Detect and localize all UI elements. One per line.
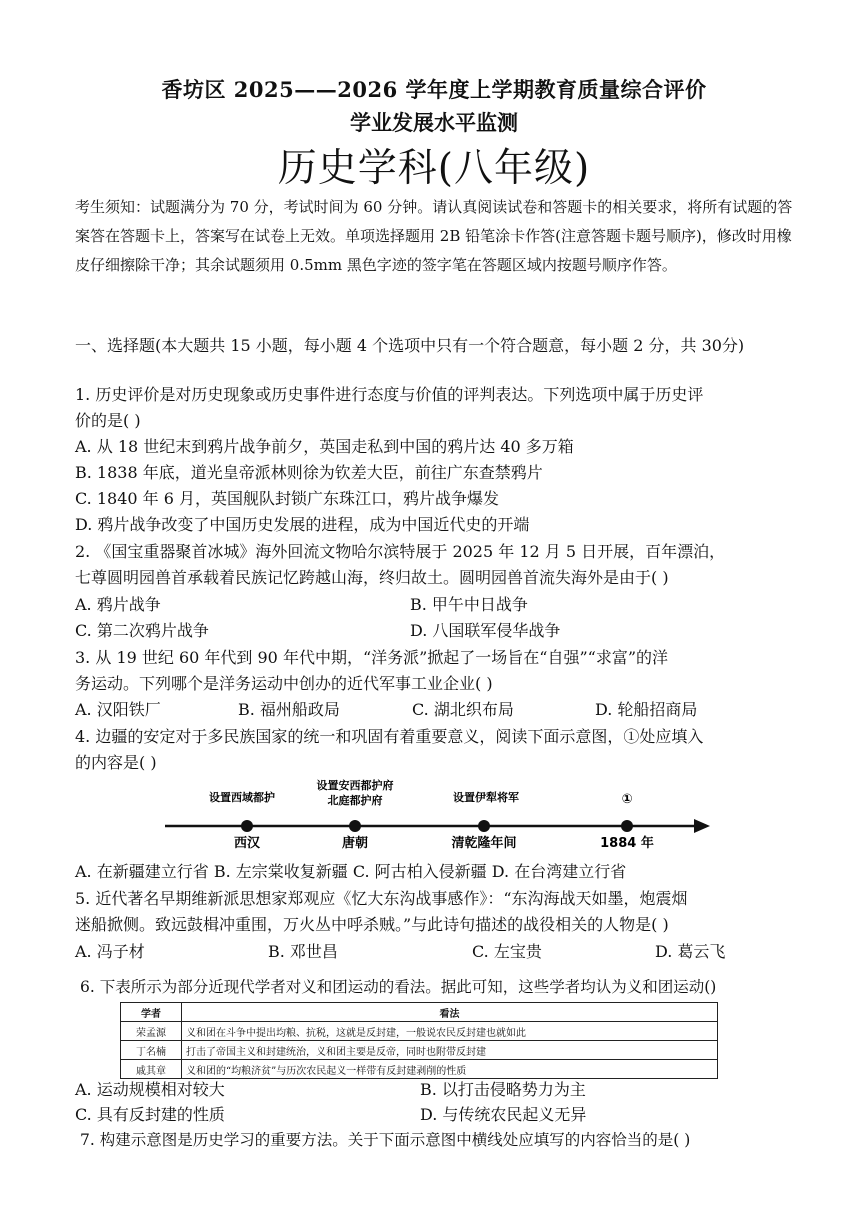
- timeline-event-label: 设置伊犁将军: [453, 791, 519, 804]
- q4-timeline-diagram: [150, 774, 720, 856]
- exam-title: 香坊区 2025——2026 学年度上学期教育质量综合评价: [161, 77, 707, 102]
- q2-stem-line2: 七尊圆明园兽首承载着民族记忆跨越山海，终归故土。圆明园兽首流失海外是由于( ): [75, 568, 669, 587]
- q3-option-d: D. 轮船招商局: [595, 700, 698, 719]
- table-row: [121, 1060, 718, 1079]
- section-heading: 一、选择题(本大题共 15 小题，每小题 4 个选项中只有一个符合题意，每小题 2 分，共 30分): [75, 336, 745, 355]
- timeline-period-label: 1884 年: [600, 836, 654, 851]
- table-header-scholar: 学者: [121, 1003, 182, 1022]
- q2-stem-line1: 2. 《国宝重器聚首冰城》海外回流文物哈尔滨特展于 2025 年 12 月 5 日开展，百年漂泊，: [75, 542, 726, 561]
- timeline-period-label: 西汉: [233, 836, 261, 851]
- q2-option-d: D. 八国联军侵华战争: [410, 621, 561, 640]
- q4-options: A. 在新疆建立行省 B. 左宗棠收复新疆 C. 阿古柏入侵新疆 D. 在台湾建立行省: [75, 862, 627, 881]
- q3-option-a: A. 汉阳铁厂: [75, 700, 161, 719]
- scholar-view: 打击了帝国主义和封建统治，义和团主要是反帝，同时也附带反封建: [182, 1041, 718, 1060]
- timeline-event-label-line2: 北庭都护府: [327, 794, 383, 807]
- q3-option-c: C. 湖北织布局: [412, 700, 514, 719]
- q1-option-c: C. 1840 年 6 月，英国舰队封锁广东珠江口，鸦片战争爆发: [75, 489, 500, 508]
- q3-stem-line2: 务运动。下列哪个是洋务运动中创办的近代军事工业企业( ): [75, 674, 493, 693]
- table-row: [121, 1022, 718, 1041]
- timeline-node: [349, 820, 361, 832]
- q5-stem-line1: 5. 近代著名早期维新派思想家郑观应《忆大东沟战事感作》：“东沟海战天如墨，炮震烟: [75, 889, 688, 908]
- q2-option-c: C. 第二次鸦片战争: [75, 621, 209, 640]
- timeline-node: [241, 820, 253, 832]
- table-header-view: 看法: [182, 1003, 718, 1022]
- scholar-view: 义和团在斗争中提出均粮、抗税，这就是反封建，一般说农民反封建也就如此: [182, 1022, 718, 1041]
- timeline-blank-marker: ①: [621, 792, 633, 807]
- q1-option-a: A. 从 18 世纪末到鸦片战争前夕，英国走私到中国的鸦片达 40 多万箱: [75, 437, 574, 456]
- q2-option-b: B. 甲午中日战争: [410, 595, 528, 614]
- q7-stem: 7. 构建示意图是历史学习的重要方法。关于下面示意图中横线处应填写的内容恰当的是( ): [80, 1131, 691, 1149]
- q6-option-c: C. 具有反封建的性质: [75, 1105, 225, 1124]
- timeline-event-label: 设置安西都护府: [316, 779, 394, 792]
- q4-stem-line2: 的内容是( ): [75, 753, 157, 772]
- q6-option-d: D. 与传统农民起义无异: [420, 1105, 587, 1124]
- scholar-name: 荣孟源: [121, 1022, 182, 1041]
- timeline-arrowhead: [694, 819, 710, 833]
- timeline-period-label: 唐朝: [341, 836, 369, 851]
- q5-option-c: C. 左宝贵: [472, 942, 542, 961]
- timeline-node: [621, 820, 633, 832]
- q1-option-b: B. 1838 年底，道光皇帝派林则徐为钦差大臣，前往广东查禁鸦片: [75, 463, 543, 482]
- q1-stem-line1: 1. 历史评价是对历史现象或历史事件进行态度与价值的评判表达。下列选项中属于历史评: [75, 385, 704, 404]
- exam-notice: 考生须知：试题满分为 70 分，考试时间为 60 分钟。请认真阅读试卷和答题卡的相关要求，将所有试题的答案答在答题卡上，答案写在试卷上无效。单项选择题用 2B 铅笔涂卡作答(注意答题卡题号顺序)，修改时用橡皮仔细擦除干净；其余试题须用 0.5mm 黑色字迹的签字笔在答题区域内按题号顺序作答。: [75, 198, 793, 274]
- table-row: [121, 1041, 718, 1060]
- q6-option-b: B. 以打击侵略势力为主: [420, 1080, 586, 1099]
- q5-option-b: B. 邓世昌: [268, 942, 338, 961]
- q6-option-a: A. 运动规模相对较大: [75, 1080, 225, 1099]
- q5-stem-line2: 迷船掀侧。致远鼓楫冲重围，万火丛中呼杀贼。”与此诗句描述的战役相关的人物是( ): [75, 915, 669, 934]
- scholar-name: 戚其章: [121, 1060, 182, 1079]
- scholar-view: 义和团的“均粮济贫”与历次农民起义一样带有反封建剥削的性质: [182, 1060, 718, 1079]
- q3-stem-line1: 3. 从 19 世纪 60 年代到 90 年代中期，“洋务派”掀起了一场旨在“自强”“求富”的洋: [75, 648, 669, 667]
- timeline-node: [478, 820, 490, 832]
- q5-option-d: D. 葛云飞: [655, 942, 726, 961]
- table-header-row: [121, 1003, 718, 1022]
- q2-option-a: A. 鸦片战争: [75, 595, 161, 614]
- q4-stem-line1: 4. 边疆的安定对于多民族国家的统一和巩固有着重要意义，阅读下面示意图，①处应填入: [75, 727, 704, 746]
- subject-title: 历史学科(八年级): [277, 146, 591, 191]
- timeline-period-label: 清乾隆年间: [451, 836, 517, 851]
- q1-stem-line2: 价的是( ): [75, 411, 141, 430]
- q3-option-b: B. 福州船政局: [238, 700, 340, 719]
- exam-subtitle: 学业发展水平监测: [350, 110, 518, 135]
- scholars-views-table: [120, 1002, 718, 1079]
- timeline-event-label: 设置西域都护: [209, 791, 275, 804]
- q6-stem: 6. 下表所示为部分近现代学者对义和团运动的看法。据此可知，这些学者均认为义和团运动(): [80, 978, 717, 996]
- q1-option-d: D. 鸦片战争改变了中国历史发展的进程，成为中国近代史的开端: [75, 515, 530, 534]
- scholar-name: 丁名楠: [121, 1041, 182, 1060]
- q5-option-a: A. 冯子材: [75, 942, 145, 961]
